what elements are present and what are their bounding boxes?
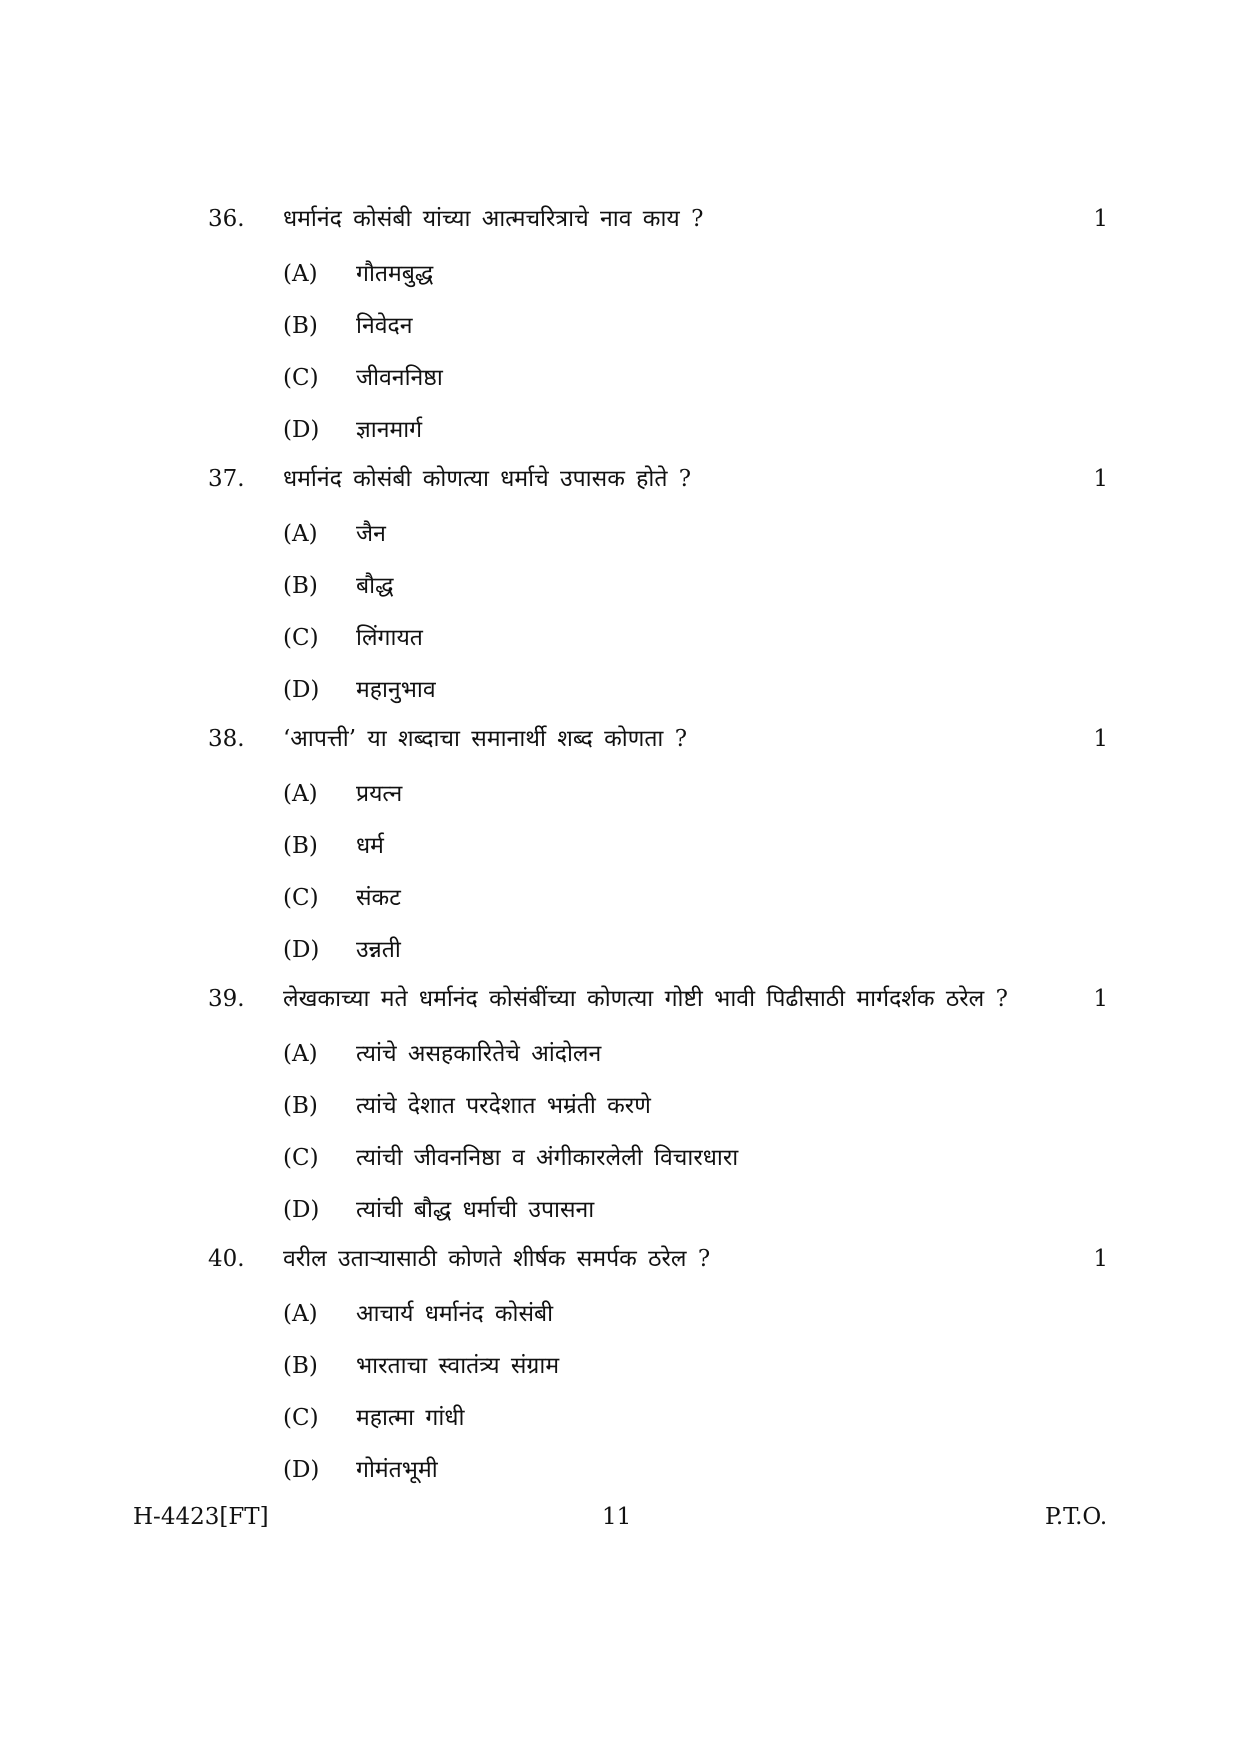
question-marks: 1: [1093, 206, 1108, 232]
option-text: जैन: [356, 521, 386, 547]
option-label: (A): [283, 521, 318, 547]
question-number: 40.: [208, 1246, 245, 1272]
option-text: त्यांचे देशात परदेशात भम्रंती करणे: [356, 1093, 651, 1119]
option-list: [208, 1028, 1108, 1236]
option-a: [208, 768, 1108, 820]
question-36: [208, 196, 1108, 456]
option-list: [208, 248, 1108, 456]
question-marks: 1: [1093, 726, 1108, 752]
option-d: [208, 404, 1108, 456]
option-label: (B): [283, 313, 318, 339]
question-text: वरील उताऱ्यासाठी कोणते शीर्षक समर्पक ठरेल ?: [283, 1246, 711, 1272]
option-label: (C): [283, 365, 319, 391]
question-38: [208, 716, 1108, 976]
option-a: [208, 1288, 1108, 1340]
question-marks: 1: [1093, 466, 1108, 492]
option-label: (D): [283, 1197, 320, 1223]
please-turn-over: P.T.O.: [1045, 1504, 1108, 1530]
option-c: [208, 872, 1108, 924]
option-label: (D): [283, 677, 320, 703]
option-label: (B): [283, 833, 318, 859]
question-number: 39.: [208, 986, 245, 1012]
question-text: लेखकाच्या मते धर्मानंद कोसंबींच्या कोणत्या गोष्टी भावी पिढीसाठी मार्गदर्शक ठरेल ?: [283, 986, 1008, 1012]
option-label: (B): [283, 573, 318, 599]
page-number: 11: [602, 1504, 632, 1530]
option-text: ज्ञानमार्ग: [356, 417, 423, 443]
option-c: [208, 1392, 1108, 1444]
question-number: 37.: [208, 466, 245, 492]
question-text: धर्मानंद कोसंबी यांच्या आत्मचरित्राचे नाव काय ?: [283, 206, 704, 232]
option-text: लिंगायत: [356, 625, 423, 651]
option-b: [208, 1080, 1108, 1132]
option-text: त्यांची जीवननिष्ठा व अंगीकारलेली विचारधारा: [356, 1145, 739, 1171]
option-text: त्यांचे असहकारितेचे आंदोलन: [356, 1041, 602, 1067]
option-label: (A): [283, 781, 318, 807]
option-list: [208, 768, 1108, 976]
option-text: गौतमबुद्ध: [356, 261, 434, 287]
question-text: ‘आपत्ती’ या शब्दाचा समानार्थी शब्द कोणता ?: [283, 726, 688, 752]
option-d: [208, 1444, 1108, 1496]
option-list: [208, 508, 1108, 716]
option-b: [208, 300, 1108, 352]
option-label: (B): [283, 1093, 318, 1119]
question-37: [208, 456, 1108, 716]
option-label: (A): [283, 1041, 318, 1067]
paper-code: H-4423[FT]: [133, 1504, 269, 1530]
question-header: [208, 976, 1108, 1022]
question-header: [208, 456, 1108, 502]
option-b: [208, 1340, 1108, 1392]
option-text: उन्नती: [356, 937, 401, 963]
option-c: [208, 352, 1108, 404]
option-label: (D): [283, 1457, 320, 1483]
option-text: त्यांची बौद्ध धर्माची उपासना: [356, 1197, 595, 1223]
option-label: (A): [283, 261, 318, 287]
option-label: (C): [283, 625, 319, 651]
option-list: [208, 1288, 1108, 1496]
option-d: [208, 664, 1108, 716]
question-number: 38.: [208, 726, 245, 752]
option-text: आचार्य धर्मानंद कोसंबी: [356, 1301, 554, 1327]
option-text: भारताचा स्वातंत्र्य संग्राम: [356, 1353, 560, 1379]
option-text: जीवननिष्ठा: [356, 365, 443, 391]
option-text: महानुभाव: [356, 677, 436, 703]
option-label: (D): [283, 417, 320, 443]
option-text: महात्मा गांधी: [356, 1405, 465, 1431]
option-label: (B): [283, 1353, 318, 1379]
option-b: [208, 820, 1108, 872]
option-text: धर्म: [356, 833, 384, 859]
option-label: (C): [283, 1145, 319, 1171]
option-text: निवेदन: [356, 313, 413, 339]
question-text: धर्मानंद कोसंबी कोणत्या धर्माचे उपासक होते ?: [283, 466, 692, 492]
question-number: 36.: [208, 206, 245, 232]
option-a: [208, 508, 1108, 560]
option-label: (C): [283, 885, 319, 911]
question-40: [208, 1236, 1108, 1496]
option-d: [208, 924, 1108, 976]
option-text: संकट: [356, 885, 401, 911]
option-a: [208, 248, 1108, 300]
option-label: (A): [283, 1301, 318, 1327]
option-d: [208, 1184, 1108, 1236]
option-a: [208, 1028, 1108, 1080]
option-text: प्रयत्न: [356, 781, 403, 807]
option-label: (C): [283, 1405, 319, 1431]
question-header: [208, 196, 1108, 242]
question-marks: 1: [1093, 986, 1108, 1012]
question-marks: 1: [1093, 1246, 1108, 1272]
option-c: [208, 1132, 1108, 1184]
option-label: (D): [283, 937, 320, 963]
option-text: गोमंतभूमी: [356, 1457, 438, 1483]
question-header: [208, 716, 1108, 762]
option-text: बौद्ध: [356, 573, 394, 599]
question-header: [208, 1236, 1108, 1282]
option-b: [208, 560, 1108, 612]
option-c: [208, 612, 1108, 664]
question-39: [208, 976, 1108, 1236]
